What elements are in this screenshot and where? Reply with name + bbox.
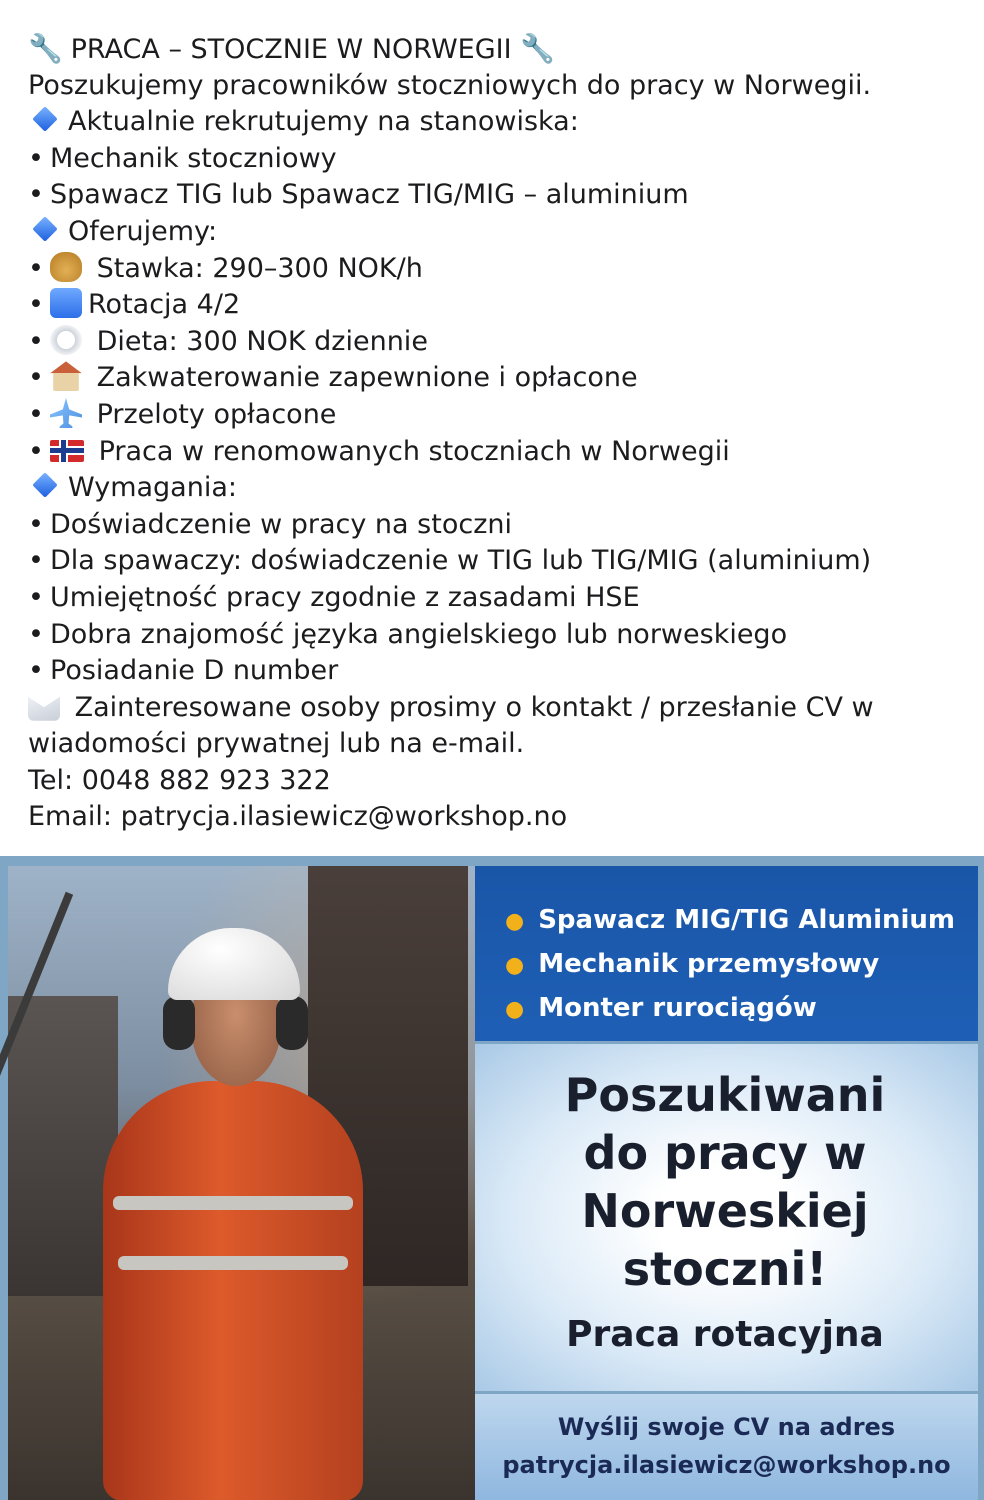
wrench-icon: 🔧 [28, 32, 63, 65]
list-item: • Praca w renomowanych stoczniach w Norwegii [28, 435, 730, 467]
list-item: • Przeloty opłacone [28, 398, 337, 430]
post-text [28, 31, 968, 836]
offer-heading: Oferujemy: [68, 215, 218, 247]
job-item: ● Monter rurociągów [505, 993, 817, 1023]
worker-photo [8, 866, 475, 1500]
blue-diamond-icon [32, 216, 57, 241]
list-item: • Dieta: 300 NOK dziennie [28, 325, 428, 357]
requirements-heading: Wymagania: [68, 472, 237, 504]
post-title-line [28, 31, 968, 68]
post-title: PRACA – STOCZNIE W NORWEGII [70, 34, 512, 65]
list-item: • Stawka: 290–300 NOK/h [28, 252, 423, 284]
list-item: • Mechanik stoczniowy [28, 142, 337, 174]
recruitment-banner [0, 856, 984, 1500]
phone-link[interactable]: Tel: 0048 882 923 322 [28, 764, 331, 796]
list-item: • Dla spawaczy: doświadczenie w TIG lub TIG/MIG (aluminium) [28, 545, 872, 577]
positions-heading: Aktualnie rekrutujemy na stanowiska: [68, 106, 579, 138]
contact-line [28, 690, 968, 763]
cta-panel [475, 1394, 978, 1500]
ship-hull [8, 996, 118, 1296]
banner-headline: Poszukiwani do pracy w Norweskiej stoczni! [564, 1068, 886, 1296]
list-item: • Posiadanie D number [28, 655, 339, 687]
job-list [505, 898, 955, 1030]
norway-flag-icon [50, 440, 84, 462]
job-item: ● Spawacz MIG/TIG Aluminium [505, 905, 956, 935]
house-icon [50, 361, 82, 391]
list-item: • Dobra znajomość języka angielskiego lub norweskiego [28, 618, 788, 650]
contact-text: Zainteresowane osoby prosimy o kontakt / przesłanie CV w wiadomości prywatnej lub na e-mail. [28, 691, 874, 760]
blue-diamond-icon [32, 472, 57, 497]
list-item: • Zakwaterowanie zapewnione i opłacone [28, 362, 638, 394]
post-intro: Poszukujemy pracowników stoczniowych do pracy w Norwegii. [28, 69, 872, 101]
offer-heading-line [28, 214, 968, 251]
blue-diamond-icon [32, 106, 57, 131]
list-item: • Rotacja 4/2 [28, 289, 241, 321]
email-link[interactable]: Email: patrycja.ilasiewicz@workshop.no [28, 801, 568, 833]
rotation-icon [50, 288, 82, 318]
money-bag-icon [50, 252, 82, 282]
wrench-icon: 🔧 [520, 32, 556, 65]
helmet-icon [168, 928, 300, 1000]
positions-heading-line [28, 104, 968, 141]
list-item: • Spawacz TIG lub Spawacz TIG/MIG – aluminium [28, 179, 689, 211]
list-item: • Doświadczenie w pracy na stoczni [28, 508, 512, 540]
banner-contact [475, 1408, 978, 1484]
jobs-panel [475, 866, 978, 1041]
worker-coverall [103, 1081, 363, 1500]
cta-text: Wyślij swoje CV na adres [557, 1413, 896, 1441]
envelope-icon [28, 691, 60, 721]
requirements-heading-line [28, 470, 968, 507]
cta-email: patrycja.ilasiewicz@workshop.no [502, 1451, 951, 1479]
banner-subline: Praca rotacyjna [566, 1314, 884, 1355]
job-item: ● Mechanik przemysłowy [505, 949, 880, 979]
plate-icon [50, 325, 82, 355]
list-item: • Umiejętność pracy zgodnie z zasadami HSE [28, 581, 640, 613]
earmuff-icon [163, 996, 195, 1050]
airplane-icon [50, 398, 82, 428]
headline-panel [475, 1044, 978, 1391]
earmuff-icon [276, 996, 308, 1050]
